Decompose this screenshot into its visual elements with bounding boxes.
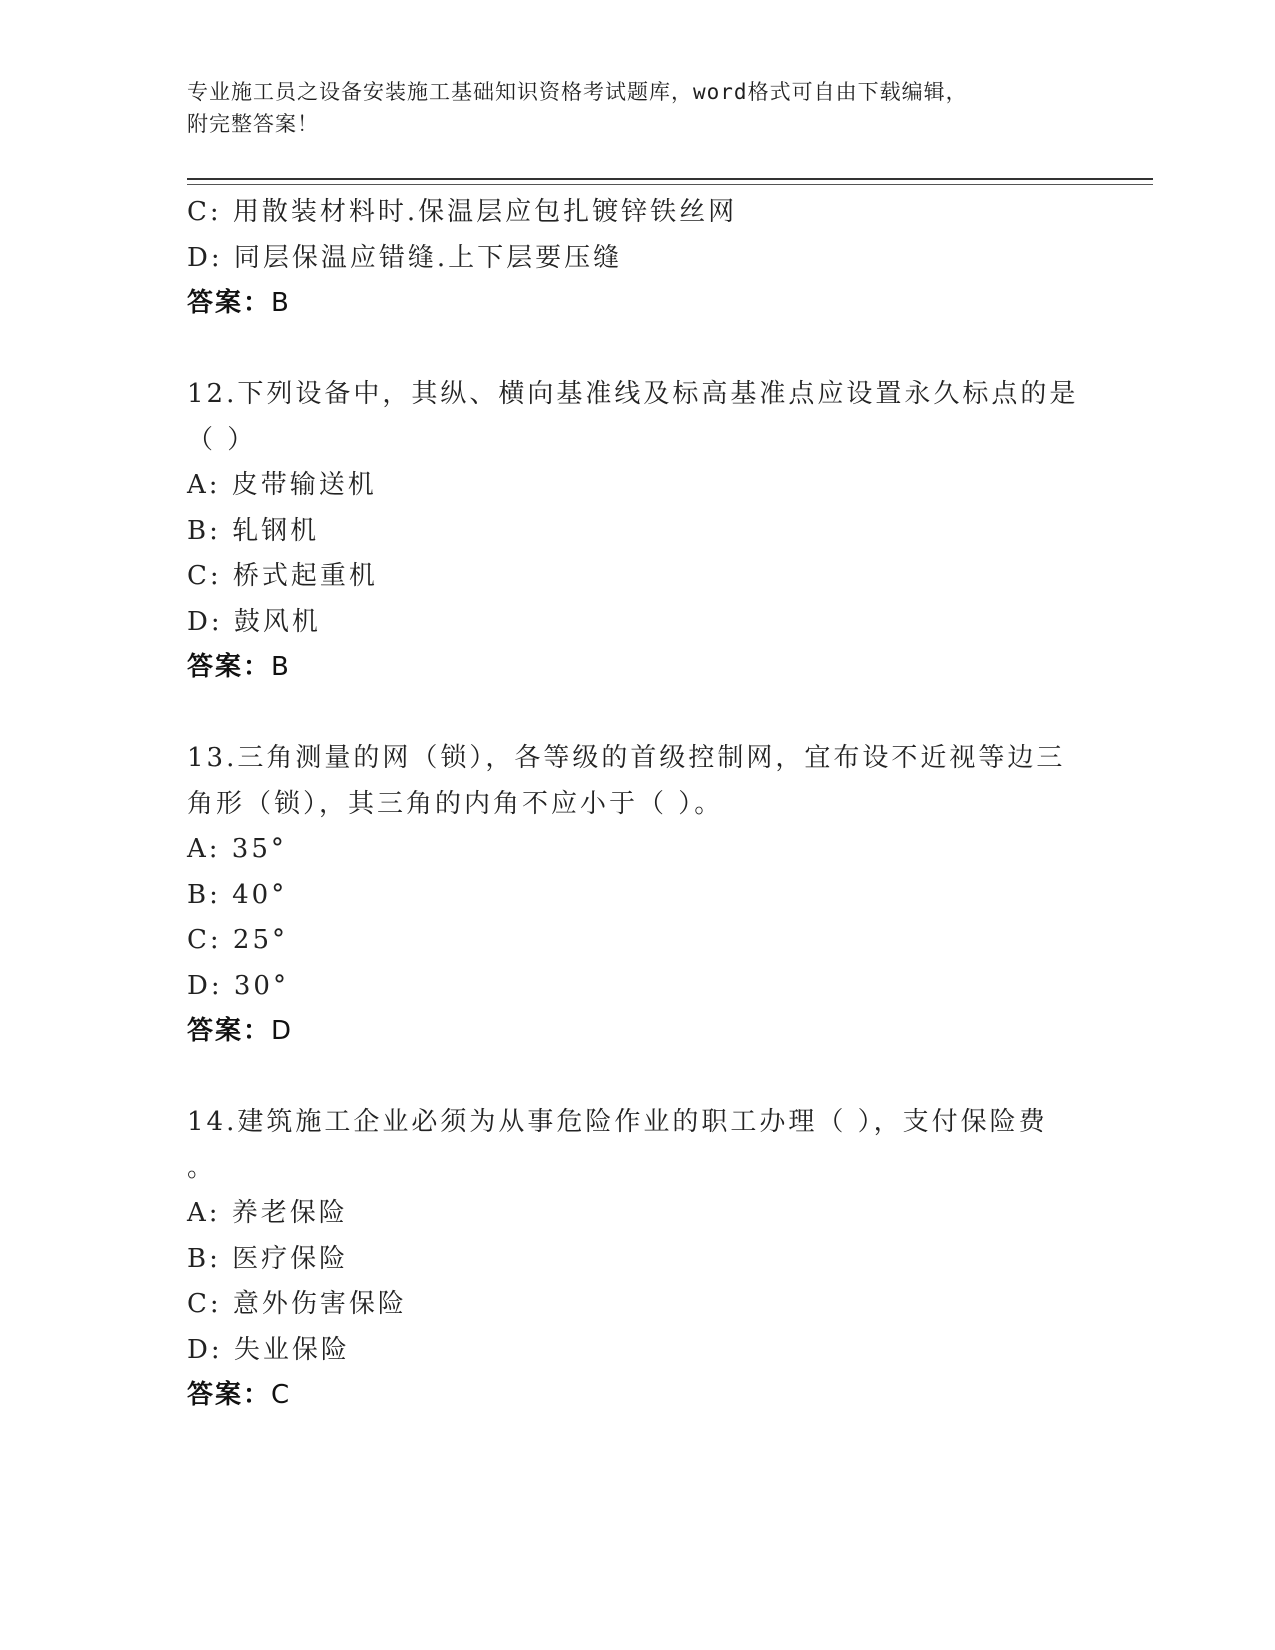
question-13 <box>187 736 1087 1055</box>
option-a: A: 皮带输送机 <box>187 470 377 500</box>
spacer <box>187 327 1087 373</box>
question-stem-line: 12.下列设备中，其纵、横向基准线及标高基准点应设置永久标点的是 <box>187 379 1079 409</box>
header-line-2: 附完整答案！ <box>187 112 319 136</box>
question-14 <box>187 1100 1087 1419</box>
option-a: A: 养老保险 <box>187 1198 348 1228</box>
answer-value: B <box>271 288 291 318</box>
document-content <box>187 190 1087 1419</box>
answer-value: C <box>271 1380 292 1410</box>
spacer <box>187 691 1087 737</box>
question-stem-line: 。 <box>187 1152 217 1183</box>
option-c: C: 用散装材料时.保温层应包扎镀锌铁丝网 <box>187 197 738 227</box>
option-c: C: 桥式起重机 <box>187 561 378 591</box>
option-d: D: 30° <box>187 970 289 1001</box>
answer-label: 答案： <box>187 1016 272 1046</box>
answer-line <box>187 1009 1087 1055</box>
option-b: B: 40° <box>187 879 288 910</box>
option-a: A: 35° <box>187 834 287 864</box>
document-header <box>187 76 1087 140</box>
option-b: B: 轧钢机 <box>187 515 320 546</box>
question-stem-line: （ ） <box>187 424 257 455</box>
answer-value: D <box>271 1016 294 1046</box>
spacer <box>187 1055 1087 1101</box>
option-d: D: 同层保温应错缝.上下层要压缝 <box>187 242 623 273</box>
header-divider-thin <box>187 184 1153 185</box>
question-12 <box>187 372 1087 691</box>
option-d: D: 失业保险 <box>187 1334 350 1365</box>
option-d: D: 鼓风机 <box>187 606 321 637</box>
answer-line <box>187 645 1087 691</box>
answer-label: 答案： <box>187 288 272 318</box>
option-c: C: 意外伤害保险 <box>187 1289 407 1319</box>
answer-value: B <box>271 652 291 682</box>
question-stem-line: 13.三角测量的网（锁），各等级的首级控制网，宜布设不近视等边三 <box>187 743 1066 773</box>
question-stem-line: 14.建筑施工企业必须为从事危险作业的职工办理（ ），支付保险费 <box>187 1107 1048 1137</box>
answer-line <box>187 281 1087 327</box>
header-line-1: 专业施工员之设备安装施工基础知识资格考试题库，word格式可自由下载编辑， <box>187 80 968 104</box>
question-11-continued <box>187 190 1087 327</box>
answer-label: 答案： <box>187 1380 272 1410</box>
question-stem-line: 角形（锁），其三角的内角不应小于（ ）。 <box>187 788 724 819</box>
option-c: C: 25° <box>187 925 289 955</box>
answer-line <box>187 1373 1087 1419</box>
answer-label: 答案： <box>187 652 272 682</box>
header-divider-thick <box>187 178 1153 180</box>
option-b: B: 医疗保险 <box>187 1243 349 1274</box>
